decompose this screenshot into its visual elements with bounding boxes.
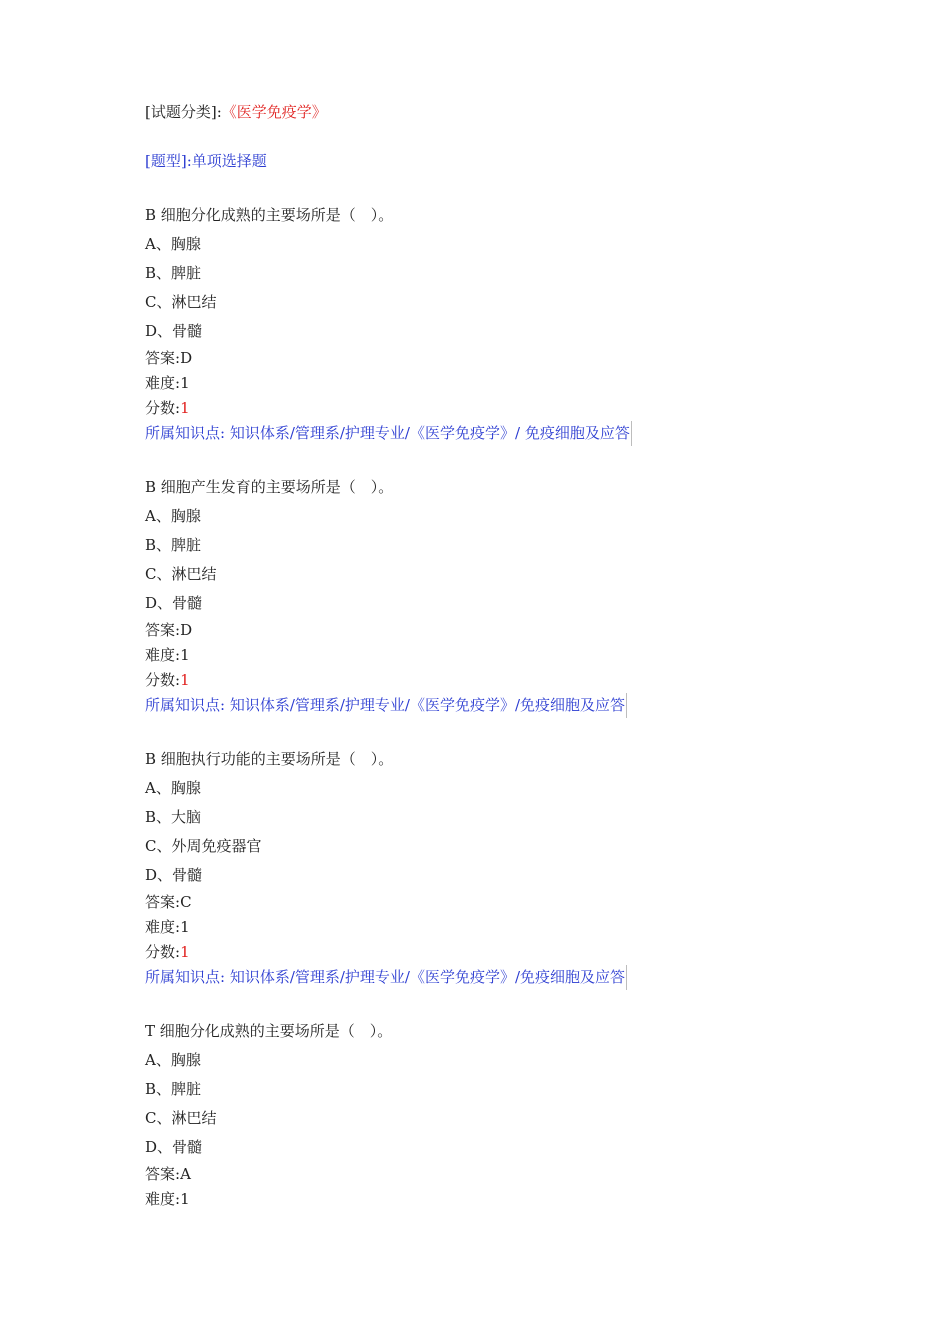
document-page	[145, 100, 845, 1212]
category-value: 《医学免疫学》	[221, 103, 327, 121]
answer-value: D	[180, 621, 193, 639]
option-d: D、骨髓	[145, 594, 203, 612]
score-line	[145, 668, 845, 693]
knowledge-label: 所属知识点:	[145, 424, 230, 442]
score-label: 分数:	[145, 943, 181, 961]
option-c: C、淋巴结	[145, 565, 217, 583]
difficulty-line	[145, 643, 845, 668]
answer-line	[145, 618, 845, 643]
score-value: 1	[180, 399, 190, 417]
difficulty-label: 难度:	[145, 918, 181, 936]
question-stem: B 细胞分化成熟的主要场所是（ ）。	[145, 206, 394, 224]
knowledge-label: 所属知识点:	[145, 696, 230, 714]
question-stem: T 细胞分化成熟的主要场所是（ ）。	[145, 1022, 393, 1040]
difficulty-line	[145, 915, 845, 940]
knowledge-line	[145, 421, 845, 446]
difficulty-line	[145, 371, 845, 396]
answer-label: 答案:	[145, 621, 181, 639]
difficulty-value: 1	[180, 1190, 190, 1208]
category-label: [试题分类]:	[145, 103, 222, 121]
answer-value: D	[180, 349, 193, 367]
score-value: 1	[180, 671, 190, 689]
option-a: A、胸腺	[145, 779, 201, 797]
option-c: C、淋巴结	[145, 1109, 217, 1127]
difficulty-label: 难度:	[145, 374, 181, 392]
difficulty-value: 1	[180, 918, 190, 936]
option-a: A、胸腺	[145, 235, 201, 253]
score-line	[145, 940, 845, 965]
answer-label: 答案:	[145, 1165, 181, 1183]
option-b: B、脾脏	[145, 1080, 202, 1098]
score-value: 1	[180, 943, 190, 961]
knowledge-label: 所属知识点:	[145, 968, 230, 986]
option-a: A、胸腺	[145, 1051, 201, 1069]
difficulty-value: 1	[180, 646, 190, 664]
question-block	[145, 745, 845, 990]
option-c: C、淋巴结	[145, 293, 217, 311]
option-d: D、骨髓	[145, 322, 203, 340]
difficulty-line	[145, 1187, 845, 1212]
score-label: 分数:	[145, 671, 181, 689]
difficulty-value: 1	[180, 374, 190, 392]
option-b: B、脾脏	[145, 536, 202, 554]
option-b: B、大脑	[145, 808, 202, 826]
answer-line	[145, 1162, 845, 1187]
question-type: [题型]:单项选择题	[145, 152, 267, 170]
score-line	[145, 396, 845, 421]
answer-value: A	[180, 1165, 191, 1183]
question-stem: B 细胞产生发育的主要场所是（ ）。	[145, 478, 394, 496]
knowledge-value: 知识体系/管理系/护理专业/《医学免疫学》/ 免疫细胞及应答	[229, 424, 630, 442]
knowledge-value: 知识体系/管理系/护理专业/《医学免疫学》/免疫细胞及应答	[229, 968, 626, 986]
answer-line	[145, 890, 845, 915]
knowledge-value: 知识体系/管理系/护理专业/《医学免疫学》/免疫细胞及应答	[229, 696, 626, 714]
score-label: 分数:	[145, 399, 181, 417]
question-block	[145, 473, 845, 718]
category-line	[145, 100, 845, 125]
answer-label: 答案:	[145, 349, 181, 367]
option-d: D、骨髓	[145, 866, 203, 884]
question-block	[145, 201, 845, 446]
option-c: C、外周免疫器官	[145, 837, 262, 855]
difficulty-label: 难度:	[145, 646, 181, 664]
knowledge-line	[145, 693, 845, 718]
option-a: A、胸腺	[145, 507, 201, 525]
option-b: B、脾脏	[145, 264, 202, 282]
question-block	[145, 1017, 845, 1212]
question-stem: B 细胞执行功能的主要场所是（ ）。	[145, 750, 394, 768]
answer-line	[145, 346, 845, 371]
option-d: D、骨髓	[145, 1138, 203, 1156]
answer-value: C	[180, 893, 192, 911]
knowledge-line	[145, 965, 845, 990]
answer-label: 答案:	[145, 893, 181, 911]
difficulty-label: 难度:	[145, 1190, 181, 1208]
